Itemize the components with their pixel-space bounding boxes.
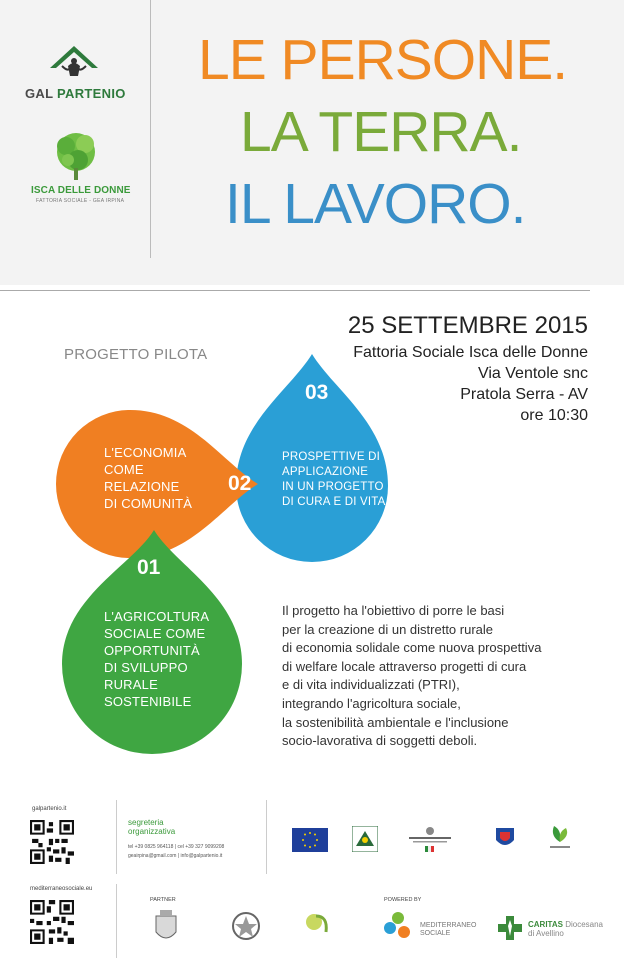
caritas-line: di Avellino (528, 929, 564, 938)
footer-divider (116, 884, 117, 958)
comune-pratola-serra-crest-icon (150, 908, 182, 948)
headline-lavoro: IL LAVORO. (225, 172, 526, 236)
venue-line-1: Fattoria Sociale Isca delle Donne (353, 344, 588, 361)
item-02-line: RELAZIONE (104, 479, 180, 494)
contact-email: geairpina@gmail.com | info@galpartenio.it (128, 853, 223, 859)
progetto-pilota-label: PROGETTO PILOTA (64, 346, 208, 363)
partner-label: PARTNER (150, 897, 176, 903)
item-01-line: OPPORTUNITÀ (104, 643, 200, 658)
ministero-agricole-logo-icon (405, 826, 455, 854)
regione-campania-logo-icon (490, 824, 520, 854)
item-01-line: DI SVILUPPO (104, 660, 188, 675)
qr-code-galpartenio-icon (30, 820, 74, 864)
item-01-number: 01 (137, 556, 161, 579)
footer-divider (116, 800, 117, 874)
event-time: ore 10:30 (520, 407, 588, 424)
footer-divider (266, 800, 267, 874)
item-02-line: DI COMUNITÀ (104, 496, 193, 511)
mediterraneo-link[interactable]: mediterraneosociale.eu (30, 886, 93, 892)
powered-by-label: POWERED BY (384, 897, 422, 903)
description-line: integrando l'agricoltura sociale, (282, 695, 461, 711)
venue-line-3: Pratola Serra - AV (460, 386, 588, 403)
event-date: 25 SETTEMBRE 2015 (347, 312, 588, 339)
item-01-line: SOSTENIBILE (104, 694, 192, 709)
caritas-line: Diocesana (565, 920, 604, 929)
description-line: e di vita individualizzati (PTRI), (282, 677, 460, 693)
isca-name: ISCA DELLE DONNE (31, 185, 131, 196)
description-line: per la creazione di un distretto rurale (282, 621, 494, 637)
description-line: di economia solidale come nuova prospettiva (282, 640, 542, 656)
mediterraneo-sociale-name (420, 922, 476, 938)
item-03-line: DI CURA E DI VITA. (282, 496, 389, 508)
item-01-line: L'AGRICOLTURA (104, 609, 210, 624)
item-03-line: PROSPETTIVE DI (282, 451, 381, 463)
item-03-line: IN UN PROGETTO (282, 481, 384, 493)
isca-tree-icon (52, 130, 100, 182)
venue-line-2: Via Ventole snc (477, 365, 588, 382)
item-03-number: 03 (305, 381, 329, 404)
description-line: Il progetto ha l'obiettivo di porre le basi (282, 603, 505, 618)
item-03-line: APPLICAZIONE (282, 466, 369, 478)
gal-partenio-logo-icon (48, 42, 100, 82)
description-line: di welfare locale attraverso progetti di cura (282, 658, 527, 674)
mediterraneo-line: SOCIALE (420, 930, 451, 937)
contact-info (128, 843, 224, 861)
gal-name-part1: GAL (25, 86, 58, 101)
mediterraneo-line: MEDITERRANEO (420, 922, 477, 929)
caritas-name (528, 920, 603, 938)
project-description (282, 602, 602, 751)
header-divider (150, 0, 151, 258)
item-03-text (282, 450, 402, 510)
item-02-text (104, 444, 224, 512)
gal-partenio-name (25, 86, 126, 101)
leader-logo-icon (352, 826, 378, 852)
mediterraneo-sociale-logo-icon (380, 908, 416, 944)
item-01-line: SOCIALE COME (104, 626, 206, 641)
item-01-line: RURALE (104, 677, 158, 692)
caritas-cross-icon (496, 914, 524, 942)
item-02-number: 02 (228, 472, 252, 495)
item-01-text (104, 608, 224, 710)
gal-name-part2: PARTENIO (57, 86, 126, 101)
description-line: la sostenibilità ambientale e l'inclusione (282, 714, 509, 730)
terra-di-cura-logo-icon (302, 910, 336, 942)
eu-flag-icon (292, 828, 328, 852)
qr-code-mediterraneo-icon (30, 900, 74, 944)
segreteria-line: segreteria (128, 818, 164, 827)
description-line: socio-lavorativa di soggetti deboli. (282, 733, 478, 749)
psr-campania-logo-icon (546, 822, 574, 854)
contact-phone: tel +39 0825 964118 | cel +39 327 9099208 (128, 844, 225, 850)
item-02-line: L'ECONOMIA (104, 445, 187, 460)
galpartenio-link[interactable]: galpartenio.it (32, 806, 67, 812)
segreteria-label (128, 818, 175, 836)
headline-terra: LA TERRA. (240, 100, 522, 164)
header-rule (0, 290, 590, 291)
ministero-giustizia-emblem-icon (230, 910, 262, 942)
isca-subtitle: FATTORIA SOCIALE - GEA IRPINA (36, 198, 125, 204)
segreteria-line: organizzativa (128, 827, 176, 836)
caritas-line: CARITAS (528, 920, 563, 929)
headline-persone: LE PERSONE. (198, 28, 568, 92)
item-02-line: COME (104, 462, 144, 477)
